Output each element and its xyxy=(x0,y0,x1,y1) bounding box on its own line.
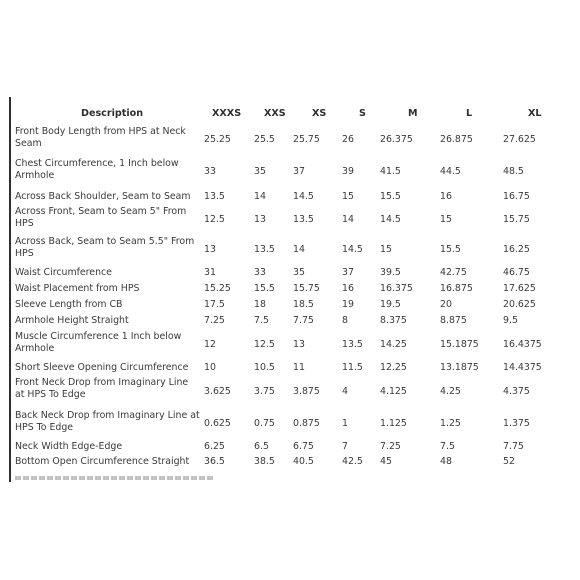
value-xxxs: 31 xyxy=(204,267,216,278)
value-m: 12.25 xyxy=(380,362,407,373)
row-description: Across Back Shoulder, Seam to Seam xyxy=(15,191,191,202)
value-s: 39 xyxy=(342,166,354,177)
value-m: 39.5 xyxy=(380,267,401,278)
value-xs: 15.75 xyxy=(293,283,320,294)
value-xxxs: 13 xyxy=(204,244,216,255)
value-xs: 3.875 xyxy=(293,386,320,397)
value-s: 14 xyxy=(342,214,354,225)
value-s: 1 xyxy=(342,418,348,429)
value-m: 15.5 xyxy=(380,191,401,202)
value-xxs: 15.5 xyxy=(254,283,275,294)
value-s: 26 xyxy=(342,134,354,145)
value-xxs: 25.5 xyxy=(254,134,275,145)
cut-off-row-remnant xyxy=(15,476,215,480)
value-m: 26.375 xyxy=(380,134,413,145)
row-description: Back Neck Drop from Imaginary Line at HPS To Edge xyxy=(15,410,200,434)
row-description: Armhole Height Straight xyxy=(15,315,129,326)
value-s: 14.5 xyxy=(342,244,363,255)
value-xs: 18.5 xyxy=(293,299,314,310)
header-description: Description xyxy=(81,108,144,119)
value-xl: 27.625 xyxy=(503,134,536,145)
value-xl: 9.5 xyxy=(503,315,518,326)
value-xl: 16.25 xyxy=(503,244,530,255)
value-s: 11.5 xyxy=(342,362,363,373)
value-xxs: 18 xyxy=(254,299,266,310)
value-xl: 1.375 xyxy=(503,418,530,429)
value-xxxs: 15.25 xyxy=(204,283,231,294)
value-xs: 14.5 xyxy=(293,191,314,202)
value-m: 41.5 xyxy=(380,166,401,177)
row-description: Neck Width Edge-Edge xyxy=(15,441,123,452)
value-xxs: 10.5 xyxy=(254,362,275,373)
value-xs: 11 xyxy=(293,362,305,373)
row-description: Sleeve Length from CB xyxy=(15,299,123,310)
value-l: 4.25 xyxy=(440,386,461,397)
row-description: Waist Circumference xyxy=(15,267,112,278)
value-m: 14.5 xyxy=(380,214,401,225)
value-xs: 13.5 xyxy=(293,214,314,225)
row-description: Across Back, Seam to Seam 5.5" From HPS xyxy=(15,236,195,260)
value-l: 48 xyxy=(440,456,452,467)
value-xxs: 3.75 xyxy=(254,386,275,397)
value-s: 4 xyxy=(342,386,348,397)
header-size-l: L xyxy=(466,108,473,119)
value-xs: 6.75 xyxy=(293,441,314,452)
value-xxxs: 33 xyxy=(204,166,216,177)
value-xl: 46.75 xyxy=(503,267,530,278)
value-xxs: 12.5 xyxy=(254,339,275,350)
value-xxxs: 17.5 xyxy=(204,299,225,310)
value-xxs: 0.75 xyxy=(254,418,275,429)
value-xxxs: 0.625 xyxy=(204,418,231,429)
value-l: 15 xyxy=(440,214,452,225)
value-xxs: 6.5 xyxy=(254,441,269,452)
row-description: Muscle Circumference 1 Inch below Armhole xyxy=(15,331,182,355)
value-m: 4.125 xyxy=(380,386,407,397)
value-xxxs: 10 xyxy=(204,362,216,373)
value-m: 45 xyxy=(380,456,392,467)
header-size-xl: XL xyxy=(528,108,542,119)
header-size-xs: XS xyxy=(312,108,327,119)
value-xxs: 14 xyxy=(254,191,266,202)
value-m: 15 xyxy=(380,244,392,255)
value-l: 16 xyxy=(440,191,452,202)
value-m: 1.125 xyxy=(380,418,407,429)
value-xl: 7.75 xyxy=(503,441,524,452)
value-s: 19 xyxy=(342,299,354,310)
value-xxxs: 12 xyxy=(204,339,216,350)
size-chart-table xyxy=(11,108,559,480)
header-size-xxxs: XXXS xyxy=(212,108,242,119)
value-xl: 15.75 xyxy=(503,214,530,225)
header-size-m: M xyxy=(408,108,418,119)
value-s: 8 xyxy=(342,315,348,326)
value-xs: 25.75 xyxy=(293,134,320,145)
value-xl: 52 xyxy=(503,456,515,467)
value-xxxs: 13.5 xyxy=(204,191,225,202)
value-m: 8.375 xyxy=(380,315,407,326)
value-l: 13.1875 xyxy=(440,362,479,373)
value-s: 7 xyxy=(342,441,348,452)
value-xxs: 7.5 xyxy=(254,315,269,326)
value-m: 7.25 xyxy=(380,441,401,452)
value-xl: 4.375 xyxy=(503,386,530,397)
row-description: Waist Placement from HPS xyxy=(15,283,140,294)
value-l: 20 xyxy=(440,299,452,310)
value-l: 42.75 xyxy=(440,267,467,278)
value-s: 42.5 xyxy=(342,456,363,467)
value-l: 15.5 xyxy=(440,244,461,255)
value-s: 37 xyxy=(342,267,354,278)
value-xxxs: 12.5 xyxy=(204,214,225,225)
value-xxs: 35 xyxy=(254,166,266,177)
value-m: 19.5 xyxy=(380,299,401,310)
value-xs: 0.875 xyxy=(293,418,320,429)
value-xxxs: 7.25 xyxy=(204,315,225,326)
value-xxxs: 36.5 xyxy=(204,456,225,467)
row-description: Short Sleeve Opening Circumference xyxy=(15,362,189,373)
value-xxs: 13.5 xyxy=(254,244,275,255)
value-xxxs: 3.625 xyxy=(204,386,231,397)
value-xs: 14 xyxy=(293,244,305,255)
value-xxxs: 6.25 xyxy=(204,441,225,452)
value-s: 13.5 xyxy=(342,339,363,350)
value-l: 15.1875 xyxy=(440,339,479,350)
value-xs: 40.5 xyxy=(293,456,314,467)
value-l: 26.875 xyxy=(440,134,473,145)
value-xxs: 33 xyxy=(254,267,266,278)
row-description: Front Neck Drop from Imaginary Line at HPS To Edge xyxy=(15,377,189,401)
row-description: Chest Circumference, 1 Inch below Armhole xyxy=(15,158,179,182)
header-size-xxs: XXS xyxy=(264,108,286,119)
value-xl: 16.4375 xyxy=(503,339,542,350)
value-l: 44.5 xyxy=(440,166,461,177)
value-xs: 37 xyxy=(293,166,305,177)
value-m: 14.25 xyxy=(380,339,407,350)
value-m: 16.375 xyxy=(380,283,413,294)
value-l: 1.25 xyxy=(440,418,461,429)
row-description: Across Front, Seam to Seam 5" From HPS xyxy=(15,206,187,230)
value-l: 8.875 xyxy=(440,315,467,326)
value-xl: 20.625 xyxy=(503,299,536,310)
value-xs: 35 xyxy=(293,267,305,278)
value-xl: 14.4375 xyxy=(503,362,542,373)
value-xxs: 13 xyxy=(254,214,266,225)
value-xl: 17.625 xyxy=(503,283,536,294)
value-s: 16 xyxy=(342,283,354,294)
value-xs: 13 xyxy=(293,339,305,350)
value-xs: 7.75 xyxy=(293,315,314,326)
row-description: Bottom Open Circumference Straight xyxy=(15,456,190,467)
value-xxs: 38.5 xyxy=(254,456,275,467)
value-l: 16.875 xyxy=(440,283,473,294)
value-xl: 16.75 xyxy=(503,191,530,202)
value-s: 15 xyxy=(342,191,354,202)
value-l: 7.5 xyxy=(440,441,455,452)
value-xxxs: 25.25 xyxy=(204,134,231,145)
header-size-s: S xyxy=(359,108,366,119)
value-xl: 48.5 xyxy=(503,166,524,177)
row-description: Front Body Length from HPS at Neck Seam xyxy=(15,126,186,150)
